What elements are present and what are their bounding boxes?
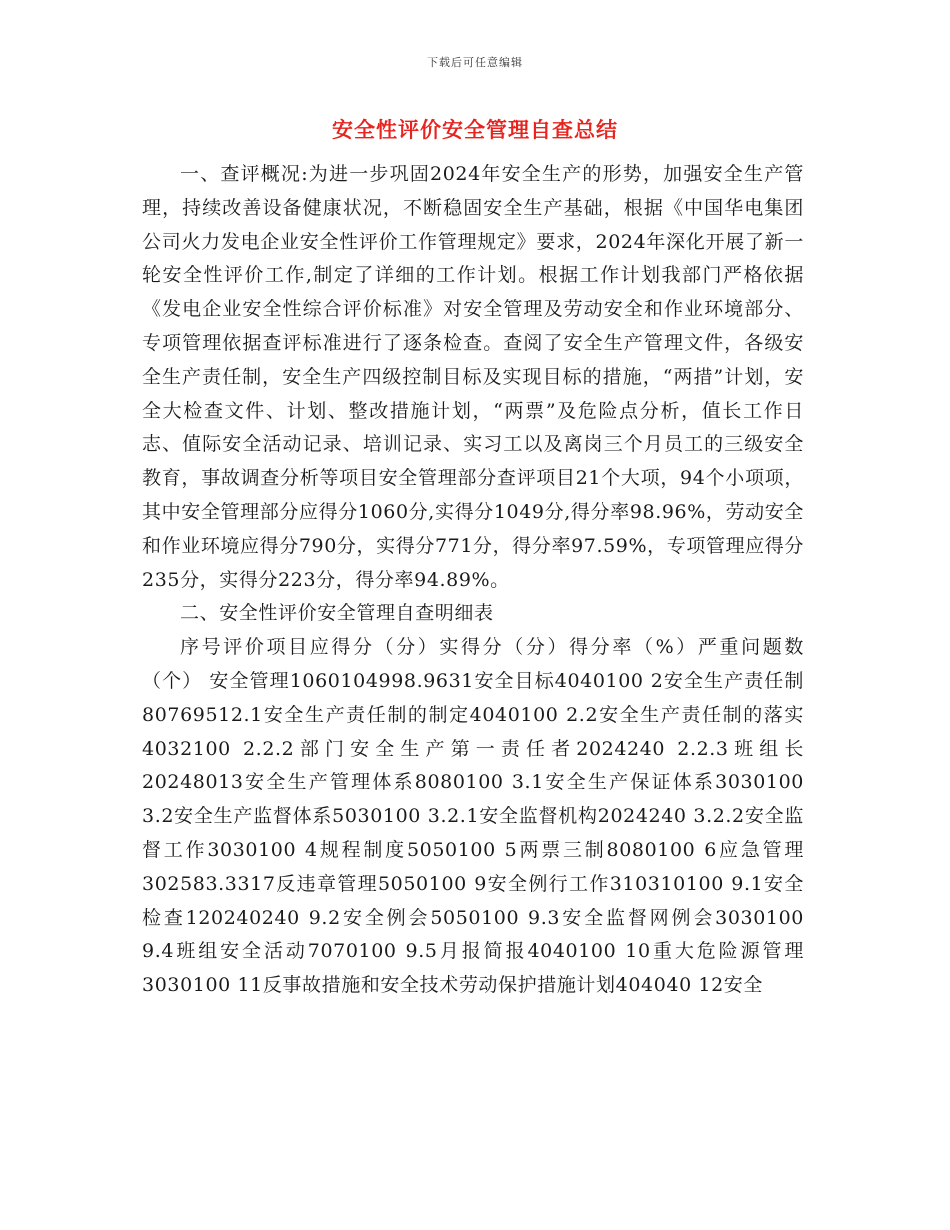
paragraph-detail-table: 序号评价项目应得分（分）实得分（分）得分率（%）严重问题数（个） 安全管理1060104998.9631安全目标4040100 2安全生产责任制80769512.1安全生产责任制的制定4040100 2.2安全生产责任制的落实4032100 2.2.2部门安全生产第一责任者2024240 2.2.3班组长20248013安全生产管理体系8080100 3.1安全生产保证体系3030100 3.2安全生产监督体系5030100 3.2.1安全监督机构2024240 3.2.2安全监督工作3030100 4规程制度5050100 5两票三制8080100 6应急管理302583.3317反违章管理5050100 9安全例行工作310310100 9.1安全检查120240240 9.2安全例会5050100 9.3安全监督网例会3030100 9.4班组安全活动7070100 9.5月报简报4040100 10重大危险源管理3030100 11反事故措施和安全技术劳动保护措施计划404040 12安全 (142, 636, 804, 997)
document-body (142, 158, 804, 1003)
header-note: 下载后可任意编辑 (427, 56, 523, 69)
document-title: 安全性评价安全管理自查总结 (332, 117, 618, 142)
paragraph-overview: 一、查评概况:为进一步巩固2024年安全生产的形势，加强安全生产管理，持续改善设备健康状况，不断稳固安全生产基础，根据《中国华电集团公司火力发电企业安全性评价工作管理规定》要求，2024年深化开展了新一轮安全性评价工作,制定了详细的工作计划。根据工作计划我部门严格依据《发电企业安全性综合评价标准》对安全管理及劳动安全和作业环境部分、专项管理依据查评标准进行了逐条检查。查阅了安全生产管理文件，各级安全生产责任制，安全生产四级控制目标及实现目标的措施，“两措”计划，安全大检查文件、计划、整改措施计划，“两票”及危险点分析，值长工作日志、值际安全活动记录、培训记录、实习工以及离岗三个月员工的三级安全教育，事故调查分析等项目安全管理部分查评项目21个大项，94个小项项，其中安全管理部分应得分1060分,实得分1049分,得分率98.96%，劳动安全和作业环境应得分790分，实得分771分，得分率97.59%，专项管理应得分235分，实得分223分，得分率94.89%。 (142, 163, 804, 591)
paragraph-section-heading: 二、安全性评价安全管理自查明细表 (180, 602, 494, 625)
